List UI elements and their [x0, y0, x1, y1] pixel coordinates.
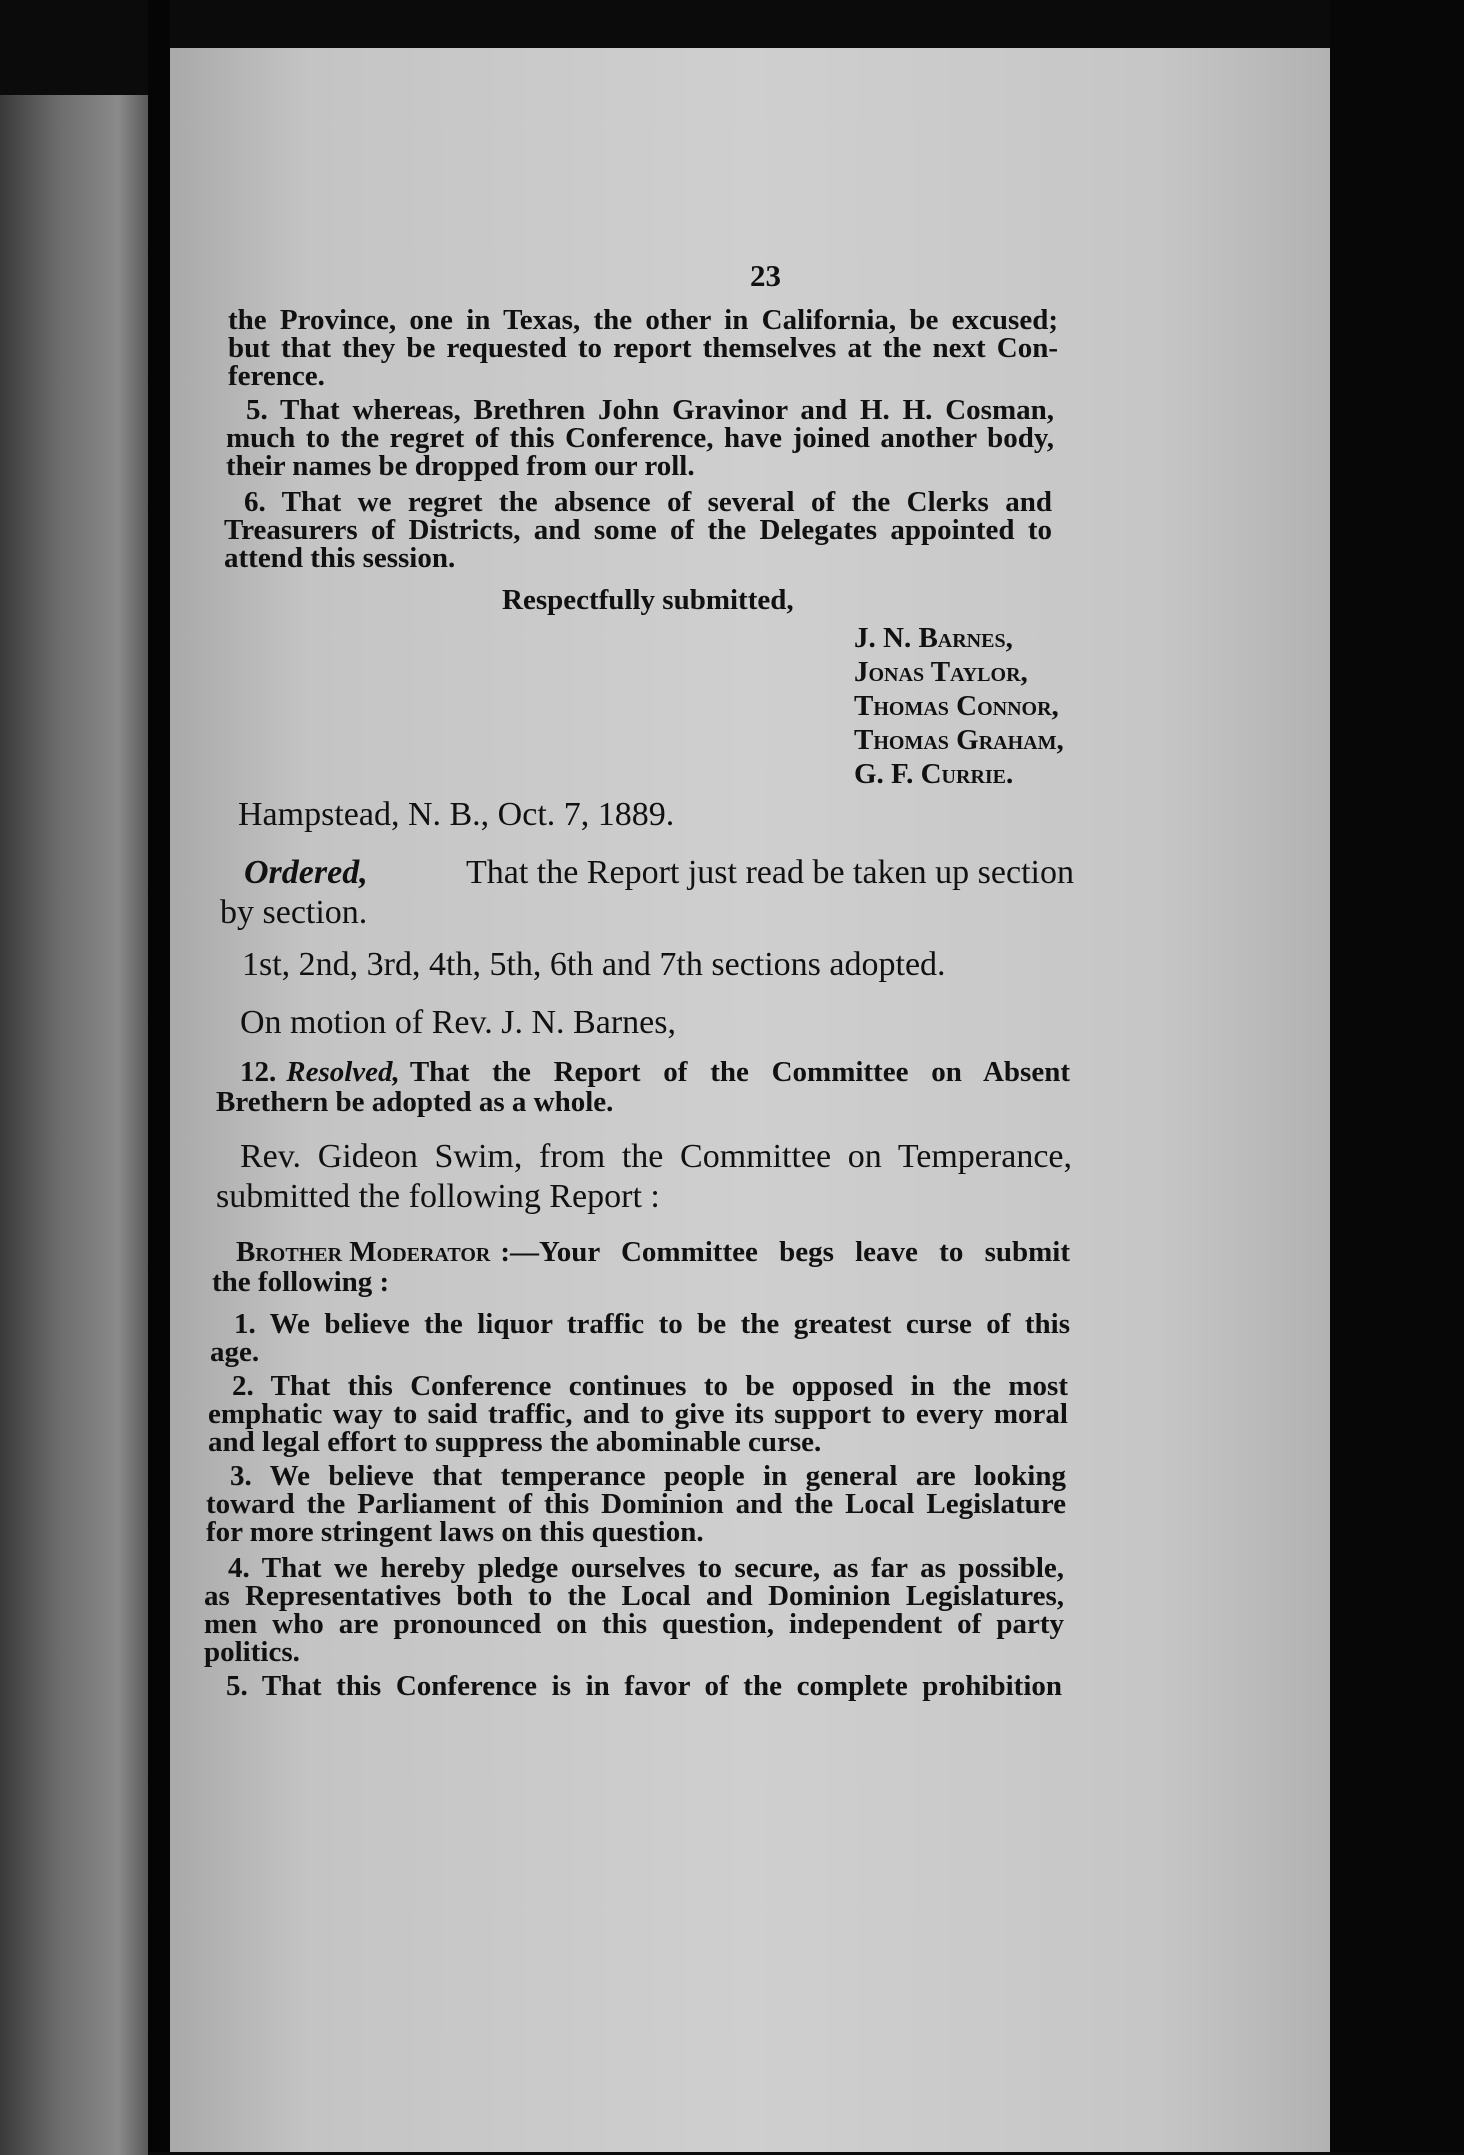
ordered-label: Ordered, — [244, 854, 368, 891]
facing-page-edge — [0, 95, 148, 2155]
text-line: 1. We believe the liquor traffic to be the greatest curse of this — [234, 1308, 1070, 1340]
text-line: Treasurers of Districts, and some of the Delegates appointed to — [224, 514, 1052, 546]
text-line: 3. We believe that temperance people in general are looking — [230, 1460, 1066, 1492]
text-line: toward the Parliament of this Dominion and the Local Legislature — [206, 1488, 1066, 1520]
text-line: 5. That whereas, Brethren John Gravinor and H. H. Cosman, — [246, 394, 1054, 426]
resolved-number: 12. — [240, 1056, 277, 1088]
resolved-line — [240, 1058, 1070, 1087]
text-line: men who are pronounced on this question, independent of party — [204, 1608, 1064, 1640]
text-line: Brethern be adopted as a whole. — [216, 1086, 614, 1118]
ordered-text: That the Report just read be taken up section — [465, 854, 1074, 891]
text-line: the following : — [212, 1266, 390, 1298]
text-line: attend this session. — [224, 542, 456, 574]
text-line: much to the regret of this Conference, have joined another body, — [226, 422, 1054, 454]
moderator-label: Brother Moderator — [236, 1236, 491, 1268]
text-line: by section. — [220, 894, 368, 931]
text-line: and legal effort to suppress the abominable curse. — [208, 1426, 822, 1458]
place-date: Hampstead, N. B., Oct. 7, 1889. — [238, 796, 675, 833]
sections-adopted: 1st, 2nd, 3rd, 4th, 5th, 6th and 7th sections adopted. — [242, 946, 946, 983]
book-spine — [148, 0, 170, 2152]
closing-line: Respectfully submitted, — [502, 584, 794, 616]
page-number: 23 — [750, 258, 781, 293]
text-line: 2. That this Conference continues to be opposed in the most — [232, 1370, 1068, 1402]
text-line: the Province, one in Texas, the other in California, be excused; — [228, 304, 1058, 336]
document-page — [170, 48, 1330, 2152]
scan-background — [1330, 0, 1464, 2152]
moderator-line — [236, 1238, 1070, 1267]
ordered-line — [244, 856, 1074, 890]
signatory-name: Thomas Connor, — [854, 690, 1059, 722]
signatory-name: G. F. Currie. — [854, 758, 1014, 790]
text-line: ference. — [228, 360, 325, 392]
moderator-text: :—Your Committee begs leave to submit — [500, 1236, 1070, 1268]
signatory-name: Thomas Graham, — [854, 724, 1064, 756]
motion-line: On motion of Rev. J. N. Barnes, — [240, 1004, 676, 1041]
text-line: for more stringent laws on this question. — [206, 1516, 704, 1548]
text-line: their names be dropped from our roll. — [226, 450, 695, 482]
text-line: politics. — [204, 1636, 300, 1668]
text-line: age. — [210, 1336, 260, 1368]
text-line: but that they be requested to report themselves at the next Con- — [228, 332, 1058, 364]
text-line: submitted the following Report : — [216, 1178, 660, 1215]
text-line: Rev. Gideon Swim, from the Committee on Temperance, — [240, 1138, 1072, 1175]
resolved-label: Resolved, — [286, 1056, 400, 1088]
text-line: 6. That we regret the absence of several of the Clerks and — [244, 486, 1052, 518]
text-line: as Representatives both to the Local and Dominion Legislatures, — [204, 1580, 1064, 1612]
signatory-name: J. N. Barnes, — [854, 622, 1013, 654]
text-line: 5. That this Conference is in favor of the complete prohibition — [226, 1670, 1062, 1702]
text-line: 4. That we hereby pledge ourselves to secure, as far as possible, — [228, 1552, 1064, 1584]
text-line: emphatic way to said traffic, and to give its support to every moral — [208, 1398, 1068, 1430]
resolved-text: That the Report of the Committee on Absent — [409, 1056, 1070, 1088]
signatory-name: Jonas Taylor, — [854, 656, 1028, 688]
